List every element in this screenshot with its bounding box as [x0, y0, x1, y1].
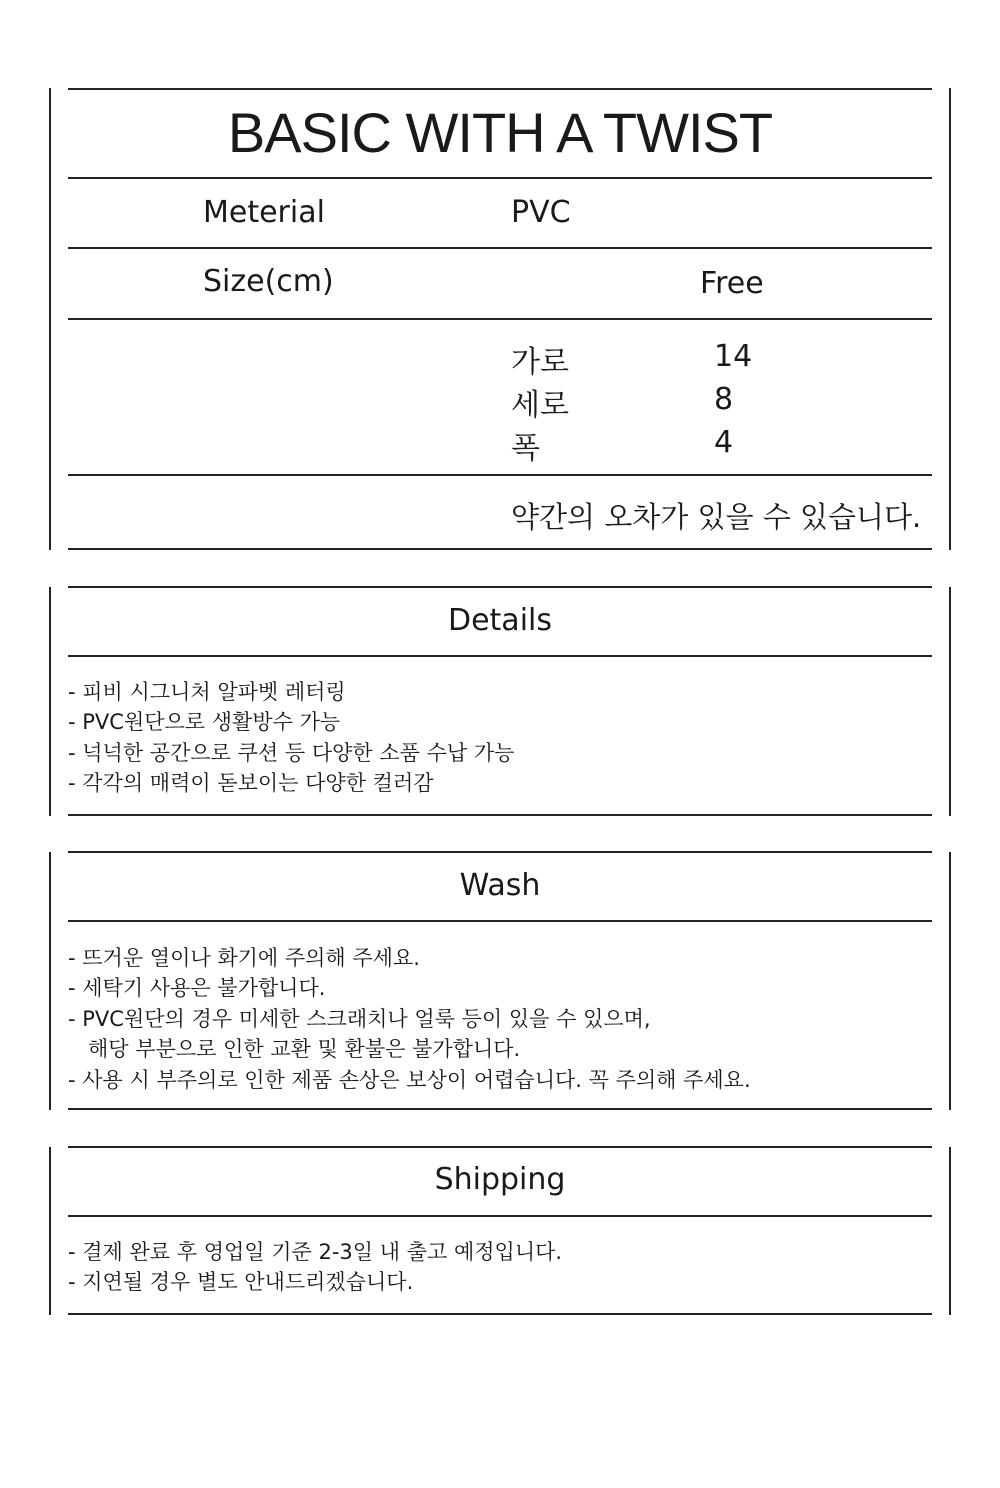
divider	[68, 586, 932, 588]
wash-line: - 세탁기 사용은 불가합니다.	[68, 976, 326, 1000]
wash-line: 해당 부분으로 인한 교환 및 환불은 불가합니다.	[68, 1037, 521, 1061]
wash-heading: Wash	[459, 868, 541, 903]
dimension-value: 4	[714, 425, 734, 460]
wash-line: - 사용 시 부주의로 인한 제품 손상은 보상이 어렵습니다. 꼭 주의해 주세요.	[68, 1068, 751, 1092]
divider	[68, 1215, 932, 1217]
tolerance-note: 약간의 오차가 있을 수 있습니다.	[511, 500, 922, 534]
details-heading: Details	[447, 603, 552, 638]
divider	[68, 474, 932, 476]
size-value: Free	[700, 266, 764, 301]
divider	[68, 920, 932, 922]
material-value: PVC	[511, 195, 571, 230]
divider	[68, 1108, 932, 1110]
divider	[68, 1146, 932, 1148]
wash-line: - PVC원단의 경우 미세한 스크래치나 얼룩 등이 있을 수 있으며,	[68, 1007, 651, 1031]
details-line: - PVC원단으로 생활방수 가능	[68, 710, 341, 734]
shipping-line: - 지연될 경우 별도 안내드리겠습니다.	[68, 1270, 414, 1294]
wash-line: - 뜨거운 열이나 화기에 주의해 주세요.	[68, 946, 420, 970]
dimension-value: 8	[714, 382, 734, 417]
divider	[68, 851, 932, 853]
divider	[68, 548, 932, 550]
divider	[68, 318, 932, 320]
dimension-name: 폭	[511, 431, 540, 466]
page-title: BASIC WITH A TWIST	[227, 101, 773, 164]
details-line: - 넉넉한 공간으로 쿠션 등 다양한 소품 수납 가능	[68, 741, 515, 765]
details-line: - 피비 시그니처 알파벳 레터링	[68, 680, 346, 704]
material-label: Meterial	[203, 195, 325, 230]
dimension-name: 가로	[511, 345, 569, 380]
divider	[68, 814, 932, 816]
divider	[68, 88, 932, 90]
divider	[68, 1313, 932, 1315]
size-label: Size(cm)	[203, 264, 334, 299]
divider	[68, 177, 932, 179]
shipping-heading: Shipping	[434, 1162, 566, 1197]
dimension-name: 세로	[511, 388, 569, 423]
divider	[68, 247, 932, 249]
dimension-value: 14	[714, 339, 753, 374]
divider	[68, 655, 932, 657]
details-line: - 각각의 매력이 돋보이는 다양한 컬러감	[68, 771, 434, 795]
shipping-line: - 결제 완료 후 영업일 기준 2-3일 내 출고 예정입니다.	[68, 1240, 563, 1264]
